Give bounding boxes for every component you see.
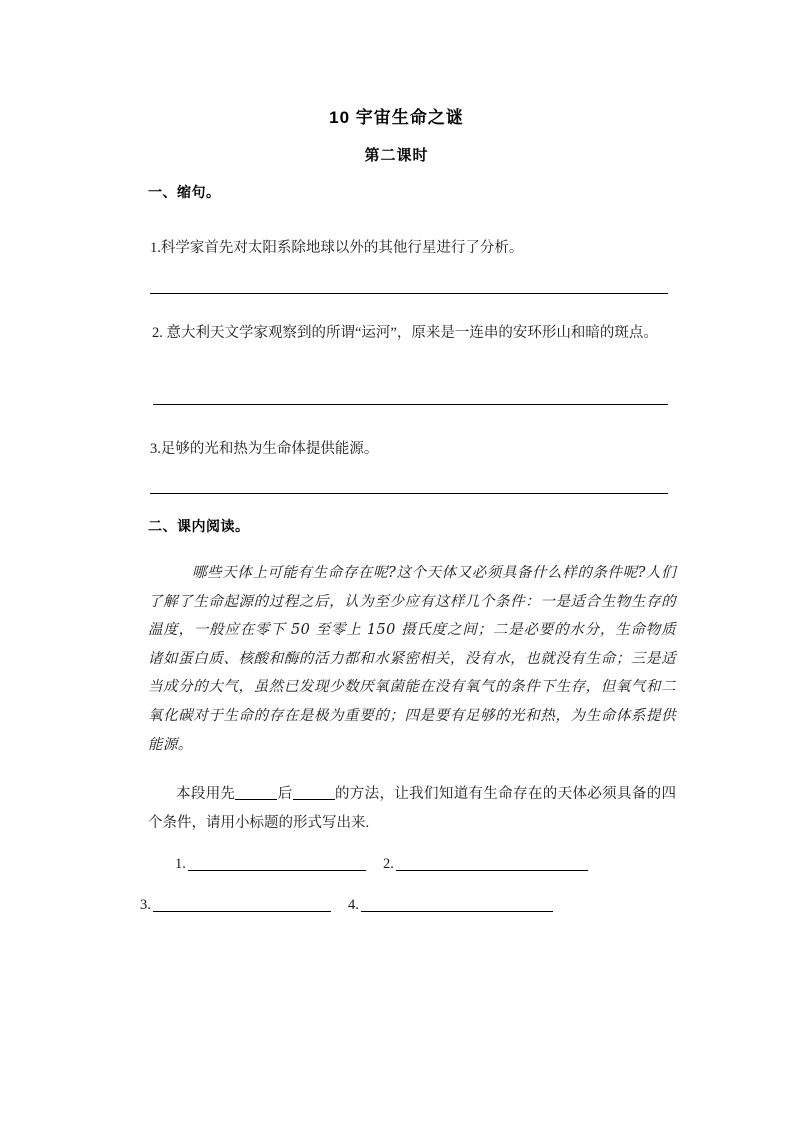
followup-text-part3: 的方法，让我们知道有生命存在的天体必须具备的四个条件，请用小标题的形式写出来. (148, 786, 677, 831)
answer-blank-1-label: 1. (175, 856, 186, 872)
answer-blank-2-line[interactable] (396, 870, 588, 871)
followup-question (148, 780, 676, 838)
answer-blank-1[interactable] (175, 856, 366, 873)
inline-blank-first[interactable] (235, 799, 277, 800)
answer-blank-3-line[interactable] (153, 911, 331, 912)
answer-blank-4-line[interactable] (361, 911, 553, 912)
section-one-heading: 一、缩句。 (148, 184, 221, 200)
answer-blank-3-label: 3. (140, 897, 151, 913)
followup-text-part1: 本段用先 (176, 786, 236, 802)
inline-blank-second[interactable] (293, 799, 335, 800)
answer-blank-3[interactable] (140, 897, 331, 914)
answer-blank-4[interactable] (348, 897, 553, 914)
reading-passage: 哪些天体上可能有生命存在呢?这个天体又必须具备什么样的条件呢?人们了解了生命起源的过程之后，认为至少应有这样几个条件：一是适合生物生存的温度，一般应在零下 50 至零上 150 摄氏度之间；二是必要的水分，生命物质诸如蛋白质、核酸和酶的活力都和水紧密相关，没有水，也就没有生命；三是适当成分的大气，虽然已发现少数厌氧菌能在没有氧气的条件下生存，但氧气和二氧化碳对于生命的存在是极为重要的；四是要有足够的光和热，为生命体系提供能源。 (148, 565, 676, 753)
page-title: 10 宇宙生命之谜 (329, 108, 464, 127)
question-item: 1.科学家首先对太阳系除地球以外的其他行星进行了分析。 (150, 240, 524, 256)
followup-text-part2: 后 (277, 786, 293, 802)
answer-blank-2[interactable] (383, 856, 588, 873)
answer-line[interactable] (150, 493, 668, 494)
answer-blank-4-label: 4. (348, 897, 359, 913)
answer-line[interactable] (150, 293, 668, 294)
answer-line[interactable] (153, 404, 668, 405)
answer-blank-2-label: 2. (383, 856, 394, 872)
page-subtitle: 第二课时 (364, 147, 429, 164)
question-item: 2. 意大利天文学家观察到的所谓“运河”，原来是一连串的安环形山和暗的斑点。 (152, 325, 658, 341)
answer-blank-1-line[interactable] (188, 870, 366, 871)
section-two-heading: 二、课内阅读。 (148, 518, 250, 534)
question-item: 3.足够的光和热为生命体提供能源。 (150, 441, 379, 457)
